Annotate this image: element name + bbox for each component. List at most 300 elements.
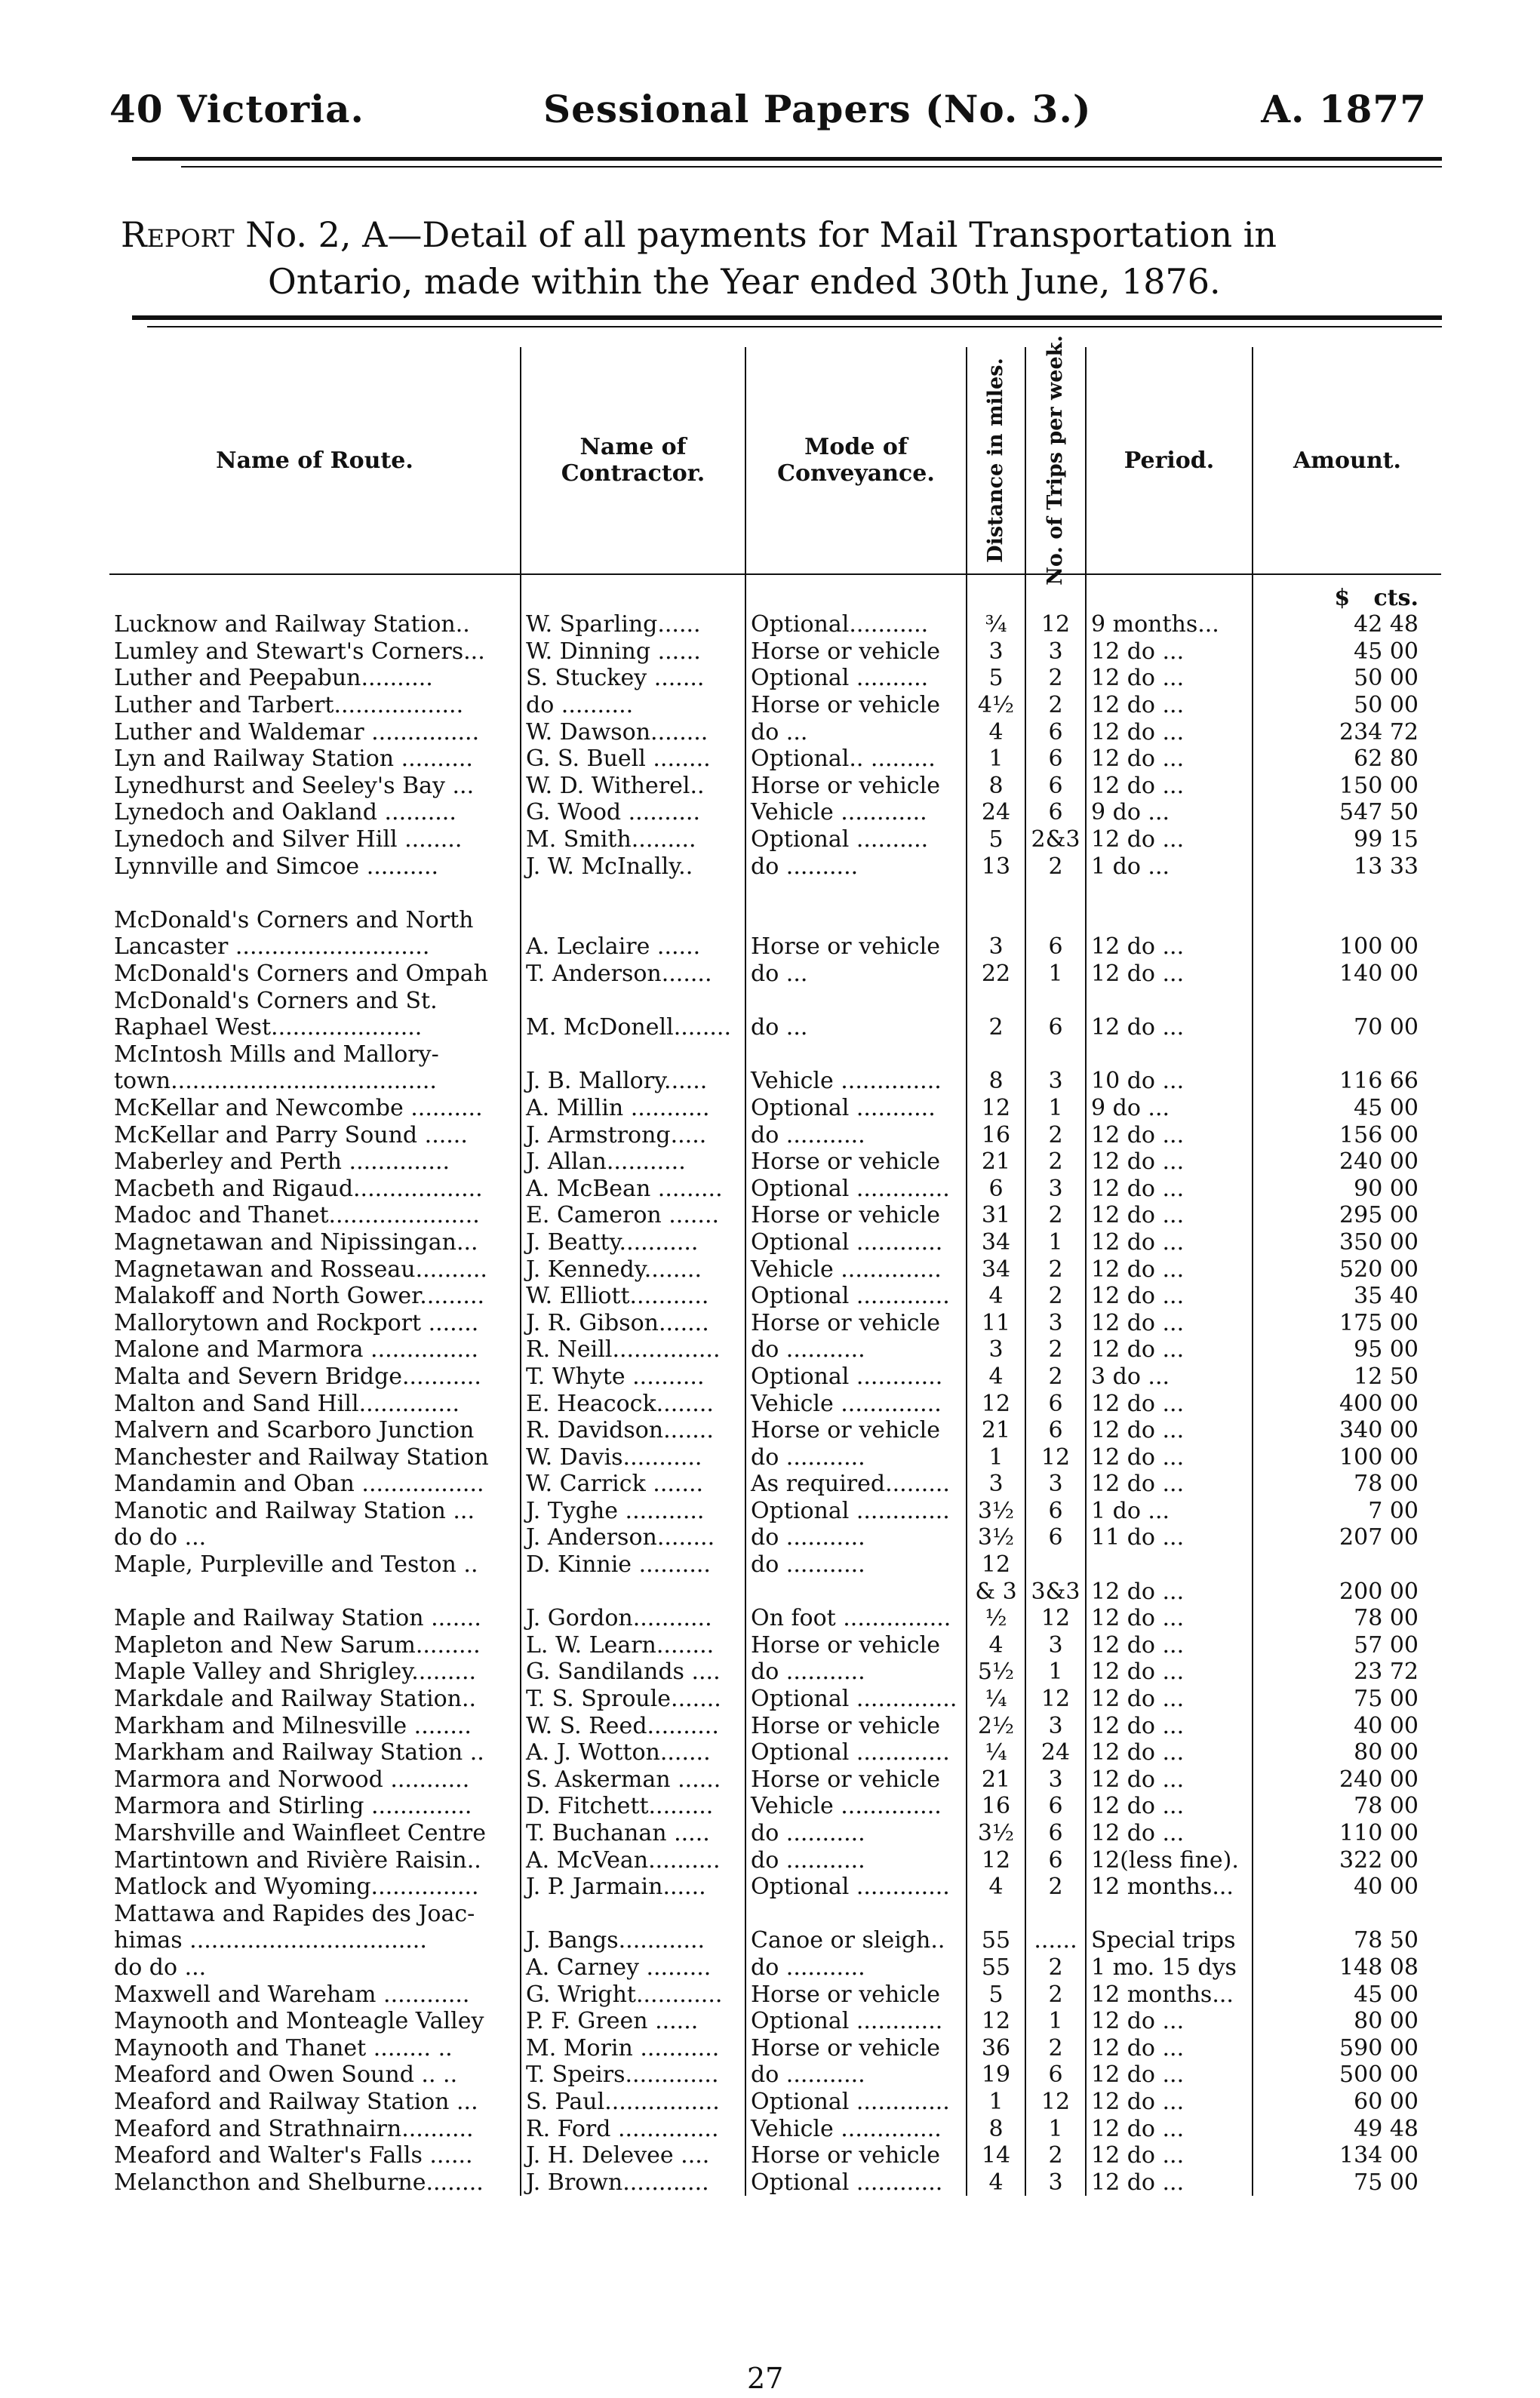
table-row [109, 1095, 1441, 1122]
mode-cell: do ... [745, 718, 967, 746]
route-cell: Manotic and Railway Station ... [109, 1498, 521, 1525]
contractor-cell: W. Davis........... [521, 1443, 745, 1471]
distance-cell: 55 [967, 1954, 1025, 1981]
trips-cell: 6 [1025, 718, 1086, 746]
period-cell: 12 do ... [1086, 826, 1253, 853]
table-row [109, 773, 1441, 800]
mode-cell: do ........... [745, 1659, 967, 1686]
period-cell: 12 do ... [1086, 1283, 1253, 1310]
distance-cell [967, 1041, 1025, 1068]
distance-cell: 8 [967, 1068, 1025, 1095]
period-cell: 11 do ... [1086, 1524, 1253, 1551]
contractor-cell: J. Gordon........... [521, 1605, 745, 1632]
distance-cell: 3½ [967, 1820, 1025, 1847]
distance-cell: 12 [967, 1846, 1025, 1874]
distance-cell [967, 880, 1025, 907]
period-cell: 12 do ... [1086, 1712, 1253, 1739]
mode-cell: Vehicle .............. [745, 2115, 967, 2142]
trips-cell [1025, 1551, 1086, 1579]
period-cell: 12 do ... [1086, 718, 1253, 746]
distance-cell: 31 [967, 1202, 1025, 1229]
contractor-cell: T. Speirs............. [521, 2061, 745, 2089]
amount-cell [1253, 880, 1441, 907]
amount-cell: 45 00 [1354, 1981, 1419, 2008]
amount-cell: 45 00 [1354, 638, 1419, 665]
units-amount [1253, 574, 1441, 611]
distance-cell: 22 [967, 961, 1025, 988]
amount-cell: 12 50 [1354, 1363, 1419, 1390]
trips-cell: 3 [1025, 1766, 1086, 1794]
distance-cell: ¾ [967, 611, 1025, 638]
table-row [109, 1578, 1441, 1605]
contractor-cell: W. Sparling...... [521, 611, 745, 638]
mode-cell [745, 1578, 967, 1605]
mode-cell: Horse or vehicle [745, 1766, 967, 1794]
distance-cell: 5½ [967, 1659, 1025, 1686]
mode-cell: On foot ............... [745, 1605, 967, 1632]
contractor-cell: M. Morin ........... [521, 2034, 745, 2061]
contractor-cell [521, 987, 745, 1014]
mode-cell [745, 987, 967, 1014]
route-cell: Maple and Railway Station ....... [109, 1605, 521, 1632]
route-cell [109, 880, 521, 907]
trips-cell: 1 [1025, 1095, 1086, 1122]
table-row [109, 1229, 1441, 1256]
title-rule [132, 315, 1442, 320]
table-row [109, 1659, 1441, 1686]
amount-cell: 42 48 [1354, 611, 1419, 638]
route-cell: Martintown and Rivière Raisin.. [109, 1846, 521, 1874]
distance-cell: 8 [967, 773, 1025, 800]
trips-cell: 3 [1025, 1712, 1086, 1739]
report-title-line-1 [121, 211, 1441, 258]
contractor-cell [521, 880, 745, 907]
distance-cell: 5 [967, 1981, 1025, 2008]
contractor-cell: G. Wright............ [521, 1981, 745, 2008]
distance-cell [967, 907, 1025, 934]
amount-cell: 90 00 [1354, 1175, 1419, 1202]
amount-cell: 175 00 [1339, 1309, 1419, 1336]
trips-cell: 1 [1025, 961, 1086, 988]
route-cell: Meaford and Railway Station ... [109, 2089, 521, 2116]
amount-cell: 322 00 [1339, 1846, 1419, 1874]
distance-cell: 2½ [967, 1712, 1025, 1739]
table-row [109, 1498, 1441, 1525]
period-cell: 12 do ... [1086, 1605, 1253, 1632]
amount-cell: 590 00 [1339, 2034, 1419, 2061]
payments-table [109, 335, 1441, 2196]
mode-cell: Optional ............. [745, 1874, 967, 1901]
route-cell: McDonald's Corners and St. [109, 987, 521, 1014]
mode-cell: Horse or vehicle [745, 1148, 967, 1176]
trips-cell: 3 [1025, 1632, 1086, 1659]
header-period: Period. [1086, 347, 1253, 574]
distance-cell: 2 [967, 1014, 1025, 1041]
trips-cell: 2 [1025, 1363, 1086, 1391]
route-cell: Luther and Waldemar ............... [109, 718, 521, 746]
contractor-cell: G. Sandilands .... [521, 1659, 745, 1686]
amount-cell: 78 00 [1354, 1605, 1419, 1632]
amount-cell: 150 00 [1339, 772, 1419, 799]
contractor-cell: T. Anderson....... [521, 961, 745, 988]
table-row [109, 1471, 1441, 1498]
period-cell: 12 do ... [1086, 1014, 1253, 1041]
trips-cell: 6 [1025, 1793, 1086, 1820]
trips-cell: 12 [1025, 2089, 1086, 2116]
route-cell: Malvern and Scarboro Junction [109, 1417, 521, 1444]
amount-cell: 35 40 [1354, 1283, 1419, 1310]
mode-cell: do ........... [745, 2061, 967, 2089]
distance-cell: 34 [967, 1256, 1025, 1283]
table-row [109, 2115, 1441, 2142]
contractor-cell: A. McVean.......... [521, 1846, 745, 1874]
amount-cell [1253, 1041, 1441, 1068]
period-cell [1086, 1041, 1253, 1068]
mode-cell: Canoe or sleigh.. [745, 1927, 967, 1954]
distance-cell: 36 [967, 2034, 1025, 2061]
contractor-cell: R. Davidson....... [521, 1417, 745, 1444]
amount-cell [1253, 1551, 1441, 1579]
mode-cell: Horse or vehicle [745, 1202, 967, 1229]
route-cell: Lynedoch and Oakland .......... [109, 799, 521, 826]
mode-cell: Optional........... [745, 611, 967, 638]
amount-cell: 156 00 [1339, 1121, 1419, 1148]
route-cell: Lynnville and Simcoe .......... [109, 853, 521, 880]
mode-cell: Optional .......... [745, 826, 967, 853]
period-cell: 12 do ... [1086, 1820, 1253, 1847]
trips-cell: ...... [1025, 1927, 1086, 1954]
amount-cell: 400 00 [1339, 1390, 1419, 1417]
contractor-cell: A. J. Wotton....... [521, 1739, 745, 1766]
amount-cell: 110 00 [1339, 1820, 1419, 1847]
mode-cell: Optional ............ [745, 2008, 967, 2035]
table-row [109, 2008, 1441, 2035]
trips-cell: 1 [1025, 2008, 1086, 2035]
period-cell [1086, 987, 1253, 1014]
table-row [109, 1175, 1441, 1202]
table-row [109, 1524, 1441, 1551]
table-row [109, 961, 1441, 988]
contractor-cell: J. Bangs............ [521, 1927, 745, 1954]
table-row [109, 1551, 1441, 1579]
amount-cell: 75 00 [1354, 1686, 1419, 1713]
period-cell [1086, 880, 1253, 907]
contractor-cell: R. Neill............... [521, 1336, 745, 1363]
amount-cell: 520 00 [1339, 1256, 1419, 1283]
trips-cell: 3 [1025, 2169, 1086, 2196]
period-cell: 12 do ... [1086, 1471, 1253, 1498]
distance-cell: 12 [967, 1095, 1025, 1122]
contractor-cell: A. Millin ........... [521, 1095, 745, 1122]
units-cents: cts. [1373, 585, 1419, 611]
contractor-cell: W. Carrick ....... [521, 1471, 745, 1498]
route-cell: Lancaster ........................... [109, 933, 521, 961]
amount-cell: 40 00 [1354, 1712, 1419, 1739]
period-cell: 12 do ... [1086, 1202, 1253, 1229]
amount-cell: 200 00 [1339, 1578, 1419, 1605]
period-cell: 12 do ... [1086, 933, 1253, 961]
amount-cell: 240 00 [1339, 1766, 1419, 1793]
amount-cell [1253, 987, 1441, 1014]
route-cell: Maberley and Perth .............. [109, 1148, 521, 1176]
trips-cell: 3 [1025, 1175, 1086, 1202]
contractor-cell: J. Allan........... [521, 1148, 745, 1176]
contractor-cell: S. Paul................ [521, 2089, 745, 2116]
header-mode: Mode of Conveyance. [745, 347, 967, 574]
contractor-cell [521, 1901, 745, 1928]
route-cell: Malone and Marmora ............... [109, 1336, 521, 1363]
contractor-cell: G. S. Buell ........ [521, 746, 745, 773]
contractor-cell: D. Fitchett......... [521, 1793, 745, 1820]
table-row [109, 853, 1441, 880]
table-row [109, 799, 1441, 826]
mode-cell [745, 1041, 967, 1068]
mode-cell: do ........... [745, 1524, 967, 1551]
contractor-cell: J. Brown............ [521, 2169, 745, 2196]
distance-cell: 5 [967, 826, 1025, 853]
route-cell: Maynooth and Thanet ........ .. [109, 2034, 521, 2061]
units-contractor [521, 574, 745, 611]
distance-cell: 4 [967, 1632, 1025, 1659]
distance-cell: ¼ [967, 1686, 1025, 1713]
trips-cell: 2 [1025, 853, 1086, 880]
amount-cell: 13 33 [1354, 853, 1419, 880]
contractor-cell: W. Dawson........ [521, 718, 745, 746]
trips-cell: 12 [1025, 1605, 1086, 1632]
period-cell [1086, 1551, 1253, 1579]
distance-cell: 16 [967, 1121, 1025, 1148]
table-row [109, 1390, 1441, 1417]
mode-cell: Vehicle .............. [745, 1390, 967, 1417]
distance-cell: 5 [967, 665, 1025, 692]
table-row [109, 1041, 1441, 1068]
amount-cell: 207 00 [1339, 1524, 1419, 1551]
units-period [1086, 574, 1253, 611]
header-amount: Amount. [1253, 347, 1441, 574]
mode-cell: do ........... [745, 1820, 967, 1847]
distance-cell: 3 [967, 638, 1025, 666]
table-row [109, 1121, 1441, 1148]
period-cell: 3 do ... [1086, 1363, 1253, 1391]
contractor-cell: J. Anderson........ [521, 1524, 745, 1551]
route-cell: Malta and Severn Bridge........... [109, 1363, 521, 1391]
mode-cell: do ........... [745, 1551, 967, 1579]
trips-cell: 6 [1025, 933, 1086, 961]
route-cell: Luther and Tarbert.................. [109, 692, 521, 719]
amount-cell: 7 00 [1368, 1497, 1419, 1524]
period-cell: 12 do ... [1086, 2034, 1253, 2061]
trips-cell: 3 [1025, 638, 1086, 666]
trips-cell: 2 [1025, 2142, 1086, 2169]
trips-cell [1025, 1041, 1086, 1068]
route-cell: Magnetawan and Nipissingan... [109, 1229, 521, 1256]
route-cell: Macbeth and Rigaud.................. [109, 1175, 521, 1202]
period-cell: 10 do ... [1086, 1068, 1253, 1095]
mode-cell: Optional ............. [745, 1283, 967, 1310]
table-row [109, 1336, 1441, 1363]
trips-cell: 6 [1025, 799, 1086, 826]
route-cell: McDonald's Corners and North [109, 907, 521, 934]
trips-cell: 2&3 [1025, 826, 1086, 853]
period-cell: 12 do ... [1086, 1793, 1253, 1820]
mode-cell: Optional .............. [745, 1686, 967, 1713]
table-row [109, 2061, 1441, 2089]
table-row [109, 1202, 1441, 1229]
distance-cell: ½ [967, 1605, 1025, 1632]
distance-cell: 13 [967, 853, 1025, 880]
mode-cell: Horse or vehicle [745, 1632, 967, 1659]
amount-cell [1253, 1901, 1441, 1928]
header-rule-thin [181, 166, 1442, 168]
amount-cell: 340 00 [1339, 1417, 1419, 1444]
distance-cell [967, 1901, 1025, 1928]
contractor-cell: P. F. Green ...... [521, 2008, 745, 2035]
contractor-cell: A. McBean ......... [521, 1175, 745, 1202]
contractor-cell: J. H. Delevee .... [521, 2142, 745, 2169]
header-trips [1025, 335, 1086, 586]
period-cell: 12 do ... [1086, 2115, 1253, 2142]
table-row [109, 665, 1441, 692]
period-cell: 1 do ... [1086, 1498, 1253, 1525]
header-sessional-papers: Sessional Papers (No. 3.) [543, 87, 1092, 131]
mode-cell: Horse or vehicle [745, 2142, 967, 2169]
period-cell: 12 do ... [1086, 665, 1253, 692]
trips-cell: 6 [1025, 2061, 1086, 2089]
mode-cell: Optional.. ......... [745, 746, 967, 773]
distance-cell: 1 [967, 746, 1025, 773]
period-cell: 12 do ... [1086, 1686, 1253, 1713]
mode-cell: Optional .......... [745, 665, 967, 692]
contractor-cell: J. Kennedy........ [521, 1256, 745, 1283]
distance-cell: 11 [967, 1309, 1025, 1336]
period-cell: 12 do ... [1086, 2142, 1253, 2169]
distance-cell: 19 [967, 2061, 1025, 2089]
trips-cell [1025, 1901, 1086, 1928]
amount-cell: 140 00 [1339, 961, 1419, 988]
period-cell: 12 months... [1086, 1981, 1253, 2008]
amount-cell: 95 00 [1354, 1336, 1419, 1363]
distance-cell: 16 [967, 1793, 1025, 1820]
mode-cell: do ........... [745, 1443, 967, 1471]
route-cell: Magnetawan and Rosseau.......... [109, 1256, 521, 1283]
period-cell: 12 do ... [1086, 2169, 1253, 2196]
trips-cell: 2 [1025, 692, 1086, 719]
contractor-cell: A. Carney ......... [521, 1954, 745, 1981]
trips-cell: 1 [1025, 1659, 1086, 1686]
table-row [109, 907, 1441, 934]
table-row [109, 1309, 1441, 1336]
contractor-cell: T. Buchanan ..... [521, 1820, 745, 1847]
mode-cell: Horse or vehicle [745, 1417, 967, 1444]
contractor-cell: J. Armstrong..... [521, 1121, 745, 1148]
route-cell: Melancthon and Shelburne........ [109, 2169, 521, 2196]
contractor-cell: M. Smith......... [521, 826, 745, 853]
route-cell: Mapleton and New Sarum......... [109, 1632, 521, 1659]
contractor-cell: J. B. Mallory...... [521, 1068, 745, 1095]
table-row [109, 1820, 1441, 1847]
amount-cell: 78 00 [1354, 1471, 1419, 1498]
period-cell [1086, 1901, 1253, 1928]
route-cell: Marshville and Wainfleet Centre [109, 1820, 521, 1847]
mode-cell: Vehicle .............. [745, 1256, 967, 1283]
period-cell: 12(less fine). [1086, 1846, 1253, 1874]
route-cell [109, 1578, 521, 1605]
table-row [109, 1256, 1441, 1283]
table-row [109, 1739, 1441, 1766]
amount-cell: 60 00 [1354, 2088, 1419, 2115]
amount-cell: 49 48 [1354, 2115, 1419, 2142]
table-row [109, 638, 1441, 666]
trips-cell [1025, 907, 1086, 934]
distance-cell: 21 [967, 1417, 1025, 1444]
trips-cell: 12 [1025, 1686, 1086, 1713]
mode-cell [745, 1901, 967, 1928]
amount-cell: 100 00 [1339, 1443, 1419, 1471]
route-cell: Lynedhurst and Seeley's Bay ... [109, 773, 521, 800]
route-cell: Meaford and Strathnairn.......... [109, 2115, 521, 2142]
period-cell: 12 do ... [1086, 1766, 1253, 1794]
route-cell: Markham and Railway Station .. [109, 1739, 521, 1766]
header-route: Name of Route. [109, 347, 521, 574]
amount-cell: 80 00 [1354, 1739, 1419, 1766]
trips-cell: 2 [1025, 1256, 1086, 1283]
trips-cell: 12 [1025, 611, 1086, 638]
distance-cell: 4 [967, 2169, 1025, 2196]
contractor-cell: D. Kinnie .......... [521, 1551, 745, 1579]
report-title-line-2: Ontario, made within the Year ended 30th June, 1876. [268, 261, 1221, 302]
period-cell: 12 do ... [1086, 1121, 1253, 1148]
header-distance [967, 347, 1025, 574]
table-row [109, 1954, 1441, 1981]
period-cell: 12 do ... [1086, 692, 1253, 719]
amount-cell: 23 72 [1354, 1659, 1419, 1686]
route-cell: do do ... [109, 1954, 521, 1981]
table-row [109, 1766, 1441, 1794]
table-row [109, 1793, 1441, 1820]
amount-cell: 50 00 [1354, 665, 1419, 692]
contractor-cell: J. P. Jarmain...... [521, 1874, 745, 1901]
trips-cell: 2 [1025, 1981, 1086, 2008]
route-cell: Meaford and Walter's Falls ...... [109, 2142, 521, 2169]
distance-cell: 3 [967, 1471, 1025, 1498]
amount-cell [1253, 907, 1441, 934]
header-rule [132, 157, 1442, 161]
contractor-cell: S. Askerman ...... [521, 1766, 745, 1794]
distance-cell: 6 [967, 1175, 1025, 1202]
amount-cell: 40 00 [1354, 1874, 1419, 1901]
contractor-cell: E. Heacock........ [521, 1390, 745, 1417]
route-cell: Malakoff and North Gower......... [109, 1283, 521, 1310]
table-row [109, 718, 1441, 746]
report-title-lead: Report [121, 214, 235, 255]
mode-cell: As required......... [745, 1471, 967, 1498]
table-row [109, 1443, 1441, 1471]
route-cell: Lynedoch and Silver Hill ........ [109, 826, 521, 853]
route-cell: Matlock and Wyoming............... [109, 1874, 521, 1901]
mode-cell [745, 880, 967, 907]
distance-cell: 3½ [967, 1498, 1025, 1525]
table-header-row [109, 347, 1441, 574]
table-row [109, 1712, 1441, 1739]
amount-cell: 100 00 [1339, 933, 1419, 961]
contractor-cell: T. Whyte .......... [521, 1363, 745, 1391]
contractor-cell: J. W. McInally.. [521, 853, 745, 880]
table-row [109, 692, 1441, 719]
mode-cell: Horse or vehicle [745, 933, 967, 961]
contractor-cell [521, 1578, 745, 1605]
mode-cell: Optional ............ [745, 1229, 967, 1256]
period-cell: 9 months... [1086, 611, 1253, 638]
